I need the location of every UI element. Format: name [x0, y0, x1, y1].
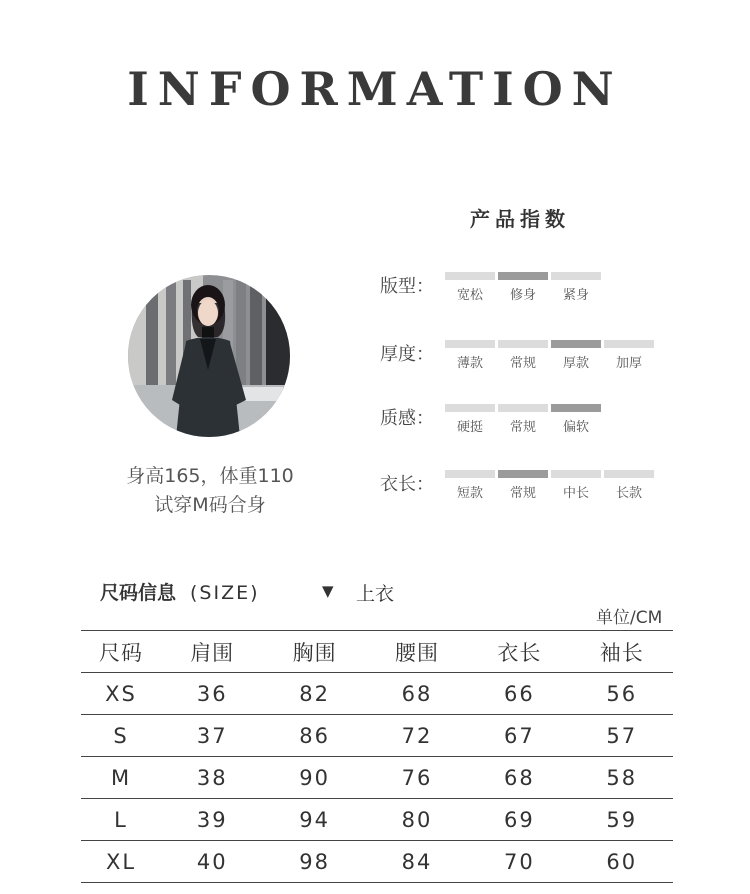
index-option-label: 修身: [509, 288, 536, 303]
index-bar-selected: [498, 272, 548, 280]
index-option-label: 常规: [509, 486, 536, 501]
measurement-cell: 90: [263, 757, 365, 799]
model-height-weight: 身高165，体重110: [126, 465, 294, 487]
measurement-cell: 56: [571, 673, 673, 715]
product-index-title: 产品指数: [470, 207, 570, 231]
measurement-cell: 70: [468, 841, 570, 883]
index-bar: [551, 470, 601, 478]
measurement-cell: 38: [161, 757, 263, 799]
index-bar-selected: [551, 340, 601, 348]
measurement-cell: 94: [263, 799, 365, 841]
index-option-label: 紧身: [562, 288, 589, 303]
table-row: [81, 799, 673, 841]
measurement-cell: 68: [468, 757, 570, 799]
index-option: [551, 470, 601, 501]
index-bar-selected: [498, 470, 548, 478]
index-option-label: 短款: [456, 486, 483, 501]
index-option-label: 加厚: [615, 356, 642, 371]
size-info-heading: [100, 578, 260, 605]
index-option: [498, 340, 548, 371]
index-option: [445, 340, 495, 371]
size-label-cell: S: [81, 715, 161, 757]
garment-type: 上衣: [356, 583, 395, 605]
garment-dropdown-icon: ▼: [322, 582, 334, 600]
measurement-cell: 36: [161, 673, 263, 715]
measurement-cell: 86: [263, 715, 365, 757]
size-heading-sub: (SIZE): [190, 582, 260, 604]
page-title: INFORMATION: [127, 62, 623, 116]
size-table-header: [81, 631, 673, 673]
index-bar: [498, 340, 548, 348]
size-heading-label: 尺码信息: [100, 582, 177, 604]
measurement-cell: 66: [468, 673, 570, 715]
measurement-cell: 68: [366, 673, 468, 715]
measurement-cell: 98: [263, 841, 365, 883]
table-row: [81, 757, 673, 799]
unit-label: 单位/CM: [596, 608, 663, 628]
index-bar: [551, 272, 601, 280]
index-row-label: 质感：: [380, 408, 434, 429]
index-option: [445, 470, 495, 501]
measurement-cell: 57: [571, 715, 673, 757]
index-bar: [445, 272, 495, 280]
size-label-cell: XS: [81, 673, 161, 715]
index-bar: [604, 340, 654, 348]
measurement-cell: 69: [468, 799, 570, 841]
index-row-label: 厚度：: [380, 344, 434, 365]
table-row: [81, 715, 673, 757]
index-option-label: 常规: [509, 356, 536, 371]
measurement-cell: 39: [161, 799, 263, 841]
model-photo: [128, 275, 290, 437]
measurement-cell: 59: [571, 799, 673, 841]
index-option: [498, 470, 548, 501]
size-label-cell: XL: [81, 841, 161, 883]
index-option: [551, 272, 601, 303]
index-option-label: 常规: [509, 420, 536, 435]
model-caption: [90, 462, 330, 520]
index-option: [604, 470, 654, 501]
measurement-cell: 76: [366, 757, 468, 799]
index-option: [498, 404, 548, 435]
index-bar: [498, 404, 548, 412]
column-header: 胸围: [263, 631, 365, 673]
measurement-cell: 67: [468, 715, 570, 757]
index-option-label: 厚款: [562, 356, 589, 371]
measurement-cell: 84: [366, 841, 468, 883]
size-label-cell: M: [81, 757, 161, 799]
index-option-label: 宽松: [456, 288, 483, 303]
size-label-cell: L: [81, 799, 161, 841]
index-option-label: 中长: [562, 486, 589, 501]
table-row: [81, 841, 673, 883]
measurement-cell: 58: [571, 757, 673, 799]
measurement-cell: 80: [366, 799, 468, 841]
index-option: [604, 340, 654, 371]
index-option-label: 硬挺: [456, 420, 483, 435]
measurement-cell: 40: [161, 841, 263, 883]
column-header: 腰围: [366, 631, 468, 673]
index-option: [551, 340, 601, 371]
index-option-label: 长款: [615, 486, 642, 501]
model-fit-note: 试穿M码合身: [154, 494, 266, 516]
measurement-cell: 82: [263, 673, 365, 715]
column-header: 袖长: [571, 631, 673, 673]
index-option: [445, 272, 495, 303]
index-option: [445, 404, 495, 435]
index-row-label: 版型：: [380, 276, 434, 297]
index-bar: [445, 340, 495, 348]
index-option: [551, 404, 601, 435]
index-row-label: 衣长：: [380, 474, 434, 495]
index-bar: [445, 470, 495, 478]
column-header: 肩围: [161, 631, 263, 673]
index-option-label: 偏软: [562, 420, 589, 435]
measurement-cell: 60: [571, 841, 673, 883]
index-bar: [604, 470, 654, 478]
size-table: [81, 630, 673, 883]
index-option-label: 薄款: [456, 356, 483, 371]
column-header: 衣长: [468, 631, 570, 673]
index-bar-selected: [551, 404, 601, 412]
measurement-cell: 72: [366, 715, 468, 757]
measurement-cell: 37: [161, 715, 263, 757]
index-bar: [445, 404, 495, 412]
column-header: 尺码: [81, 631, 161, 673]
table-row: [81, 673, 673, 715]
index-option: [498, 272, 548, 303]
